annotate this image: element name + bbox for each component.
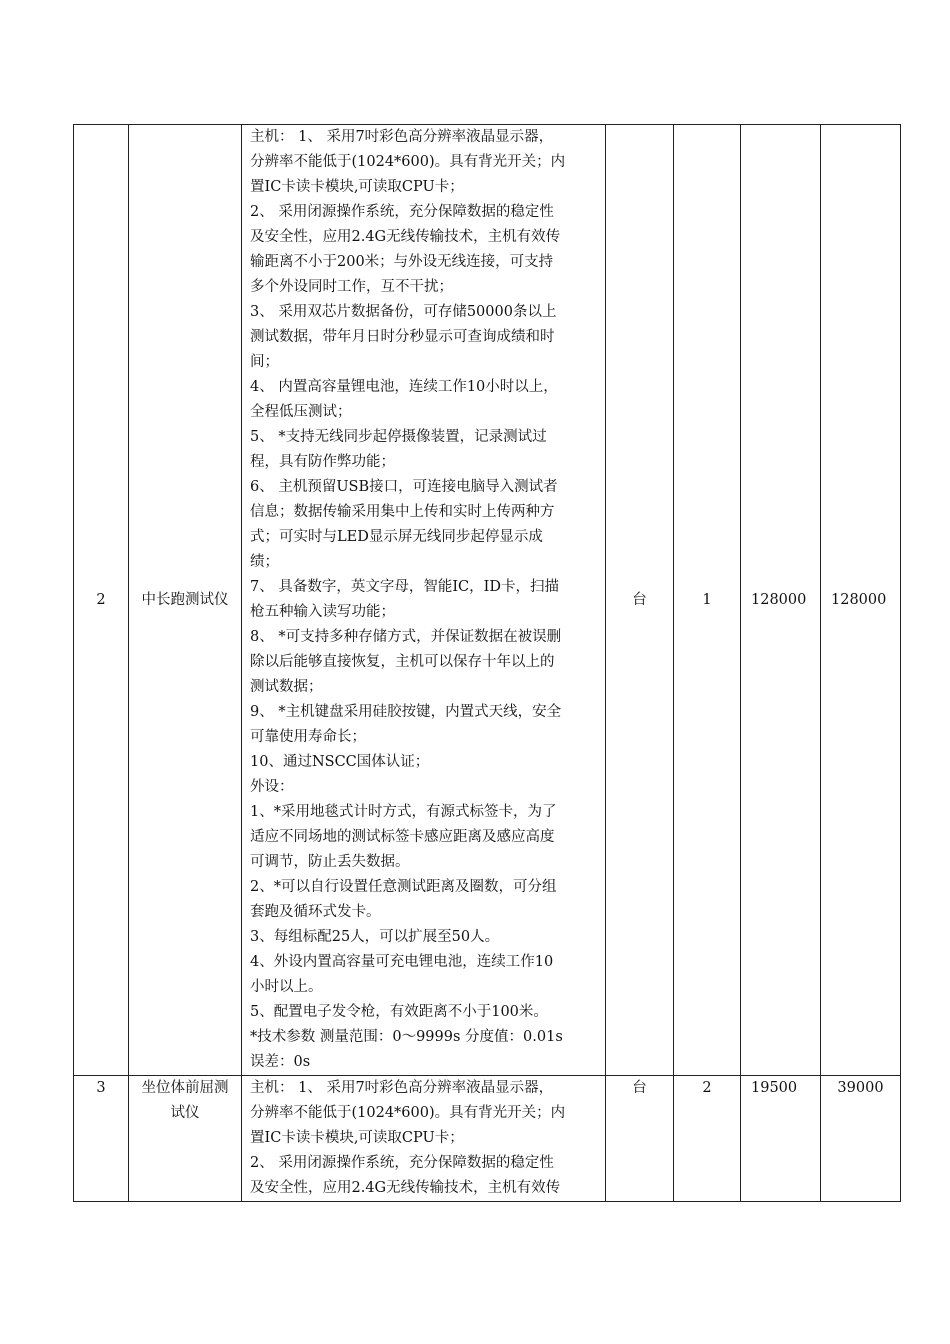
unit-price: 128000 [741, 125, 821, 1076]
spec-line: 式；可实时与LED显示屏无线同步起停显示成 [250, 529, 543, 545]
spec-line: 适应不同场地的测试标签卡感应距离及感应高度 [250, 829, 555, 845]
spec-line: 5、 *支持无线同步起停摄像装置，记录测试过 [250, 429, 547, 445]
unit-price: 19500 [741, 1076, 821, 1202]
spec-line: 主机： 1、 采用7吋彩色高分辨率液晶显示器， [250, 129, 554, 145]
equipment-spec-table [73, 124, 901, 1202]
spec-line: 主机： 1、 采用7吋彩色高分辨率液晶显示器， [250, 1080, 554, 1096]
spec-line: 可调节，防止丢失数据。 [250, 854, 410, 870]
spec-line: 可靠使用寿命长； [250, 729, 366, 745]
spec-line: 2、 采用闭源操作系统，充分保障数据的稳定性 [250, 204, 554, 220]
spec-line: 2、 采用闭源操作系统，充分保障数据的稳定性 [250, 1155, 554, 1171]
spec-line: 5、配置电子发令枪，有效距离不小于100米。 [250, 1004, 548, 1020]
spec-line: 2、*可以自行设置任意测试距离及圈数，可分组 [250, 879, 557, 895]
spec-line: 输距离不小于200米；与外设无线连接，可支持 [250, 254, 554, 270]
table-row [74, 1076, 901, 1202]
total-price: 128000 [821, 125, 901, 1076]
spec-line: 误差：0s [250, 1054, 311, 1070]
quantity: 2 [674, 1076, 741, 1202]
spec-description [242, 125, 606, 1076]
spec-line: *技术参数 测量范围：0～9999s 分度值：0.01s [250, 1029, 563, 1045]
spec-line: 程，具有防作弊功能； [250, 454, 395, 470]
row-index: 2 [74, 125, 129, 1076]
spec-line: 4、外设内置高容量可充电锂电池，连续工作10 [250, 954, 554, 970]
total-price: 39000 [821, 1076, 901, 1202]
spec-line: 7、 具备数字，英文字母，智能IC，ID卡，扫描 [250, 579, 560, 595]
spec-line: 及安全性，应用2.4G无线传输技术，主机有效传 [250, 229, 561, 245]
spec-line: 间； [250, 354, 279, 370]
quantity: 1 [674, 125, 741, 1076]
spec-line: 全程低压测试； [250, 404, 352, 420]
spec-line: 枪五种输入读写功能； [250, 604, 395, 620]
row-index: 3 [74, 1076, 129, 1202]
spec-line: 除以后能够直接恢复，主机可以保存十年以上的 [250, 654, 555, 670]
spec-line: 8、 *可支持多种存储方式，并保证数据在被误删 [250, 629, 562, 645]
unit: 台 [606, 125, 674, 1076]
spec-description [242, 1076, 606, 1202]
spec-line: 10、通过NSCC国体认证； [250, 754, 430, 770]
spec-line: 6、 主机预留USB接口，可连接电脑导入测试者 [250, 479, 558, 495]
spec-line: 套跑及循环式发卡。 [250, 904, 381, 920]
spec-line: 外设： [250, 779, 294, 795]
spec-line: 测试数据； [250, 679, 323, 695]
item-name: 中长跑测试仪 [129, 125, 242, 1076]
unit: 台 [606, 1076, 674, 1202]
spec-line: 3、 采用双芯片数据备份，可存储50000条以上 [250, 304, 557, 320]
spec-line: 绩； [250, 554, 279, 570]
spec-line: 信息；数据传输采用集中上传和实时上传两种方 [250, 504, 555, 520]
spec-line: 4、 内置高容量锂电池，连续工作10小时以上， [250, 379, 558, 395]
spec-line: 多个外设同时工作，互不干扰； [250, 279, 453, 295]
spec-line: 分辨率不能低于(1024*600)。具有背光开关；内 [250, 154, 566, 170]
spec-line: 置IC卡读卡模块,可读取CPU卡； [250, 1130, 464, 1146]
spec-line: 及安全性，应用2.4G无线传输技术，主机有效传 [250, 1180, 561, 1196]
table-row [74, 125, 901, 1076]
spec-line: 小时以上。 [250, 979, 323, 995]
spec-line: 1、*采用地毯式计时方式，有源式标签卡，为了 [250, 804, 557, 820]
spec-line: 3、每组标配25人，可以扩展至50人。 [250, 929, 500, 945]
spec-line: 分辨率不能低于(1024*600)。具有背光开关；内 [250, 1105, 566, 1121]
spec-line: 置IC卡读卡模块,可读取CPU卡； [250, 179, 464, 195]
spec-line: 9、 *主机键盘采用硅胶按键，内置式天线，安全 [250, 704, 562, 720]
spec-line: 测试数据，带年月日时分秒显示可查询成绩和时 [250, 329, 555, 345]
item-name: 坐位体前屈测试仪 [129, 1076, 242, 1202]
